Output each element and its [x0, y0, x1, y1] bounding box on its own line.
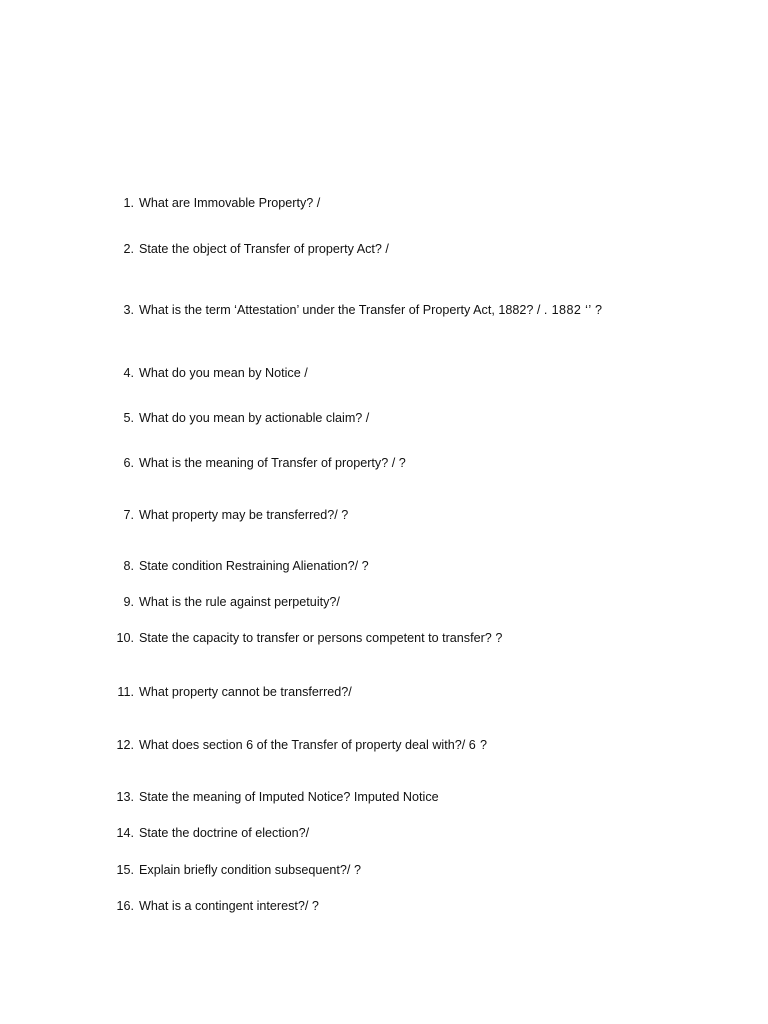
question-number: 15. [116, 863, 134, 877]
question-list [110, 195, 685, 928]
question-item [110, 898, 685, 928]
question-text: What is the rule against perpetuity?/ [139, 595, 340, 609]
question-item [110, 241, 685, 302]
question-item [110, 455, 685, 507]
question-tail: ? [495, 631, 503, 645]
question-text: State the object of Transfer of property Act? / [139, 242, 389, 256]
question-number: 1. [123, 196, 134, 210]
question-item [110, 862, 685, 898]
question-number: 11. [117, 685, 134, 699]
question-tail: ? [341, 508, 349, 522]
question-text: What are Immovable Property? / [139, 196, 321, 210]
question-number: 6. [123, 456, 134, 470]
question-number: 12. [116, 738, 134, 752]
question-text: Explain briefly condition subsequent?/ ? [139, 863, 362, 877]
question-text: State the meaning of Imputed Notice? Imputed Notice [139, 790, 439, 804]
question-tail: 6 ? [468, 738, 488, 752]
question-number: 5. [123, 411, 134, 425]
question-text: State condition Restraining Alienation?/ ? [139, 559, 370, 573]
question-number: 9. [123, 595, 134, 609]
question-text: What is the meaning of Transfer of property? / ? [139, 456, 407, 470]
question-text: What property cannot be transferred?/ [139, 685, 352, 699]
question-tail: ? [398, 456, 407, 470]
question-text: What do you mean by actionable claim? / [139, 411, 370, 425]
question-number: 16. [116, 899, 134, 913]
question-item [110, 507, 685, 558]
question-item [110, 558, 685, 594]
question-text: What property may be transferred?/ ? [139, 508, 349, 522]
question-number: 10. [116, 631, 134, 645]
question-item [110, 630, 685, 684]
question-number: 8. [123, 559, 134, 573]
question-item [110, 789, 685, 825]
question-text: State the capacity to transfer or persons competent to transfer? ? [139, 631, 503, 645]
question-item [110, 737, 685, 789]
question-tail: ? [353, 863, 362, 877]
question-tail: ? [311, 899, 320, 913]
question-item [110, 195, 685, 241]
question-number: 7. [123, 508, 134, 522]
question-text: What do you mean by Notice / [139, 366, 308, 380]
question-number: 14. [116, 826, 134, 840]
question-item [110, 365, 685, 410]
question-text: What is a contingent interest?/ ? [139, 899, 320, 913]
question-number: 2. [123, 242, 134, 256]
question-text: State the doctrine of election?/ [139, 826, 310, 840]
question-item [110, 410, 685, 455]
question-number: 13. [116, 790, 134, 804]
question-item [110, 594, 685, 630]
question-tail: ? [361, 559, 370, 573]
question-item [110, 684, 685, 737]
question-item [110, 825, 685, 862]
question-tail: . 1882 ‘’ ? [543, 303, 603, 317]
question-number: 3. [123, 303, 134, 317]
question-text: What does section 6 of the Transfer of property deal with?/ 6 ? [139, 738, 488, 752]
question-number: 4. [123, 366, 134, 380]
question-text: What is the term ‘Attestation’ under the Transfer of Property Act, 1882? / . 1882 ‘’ ? [139, 303, 603, 317]
question-item [110, 302, 685, 365]
